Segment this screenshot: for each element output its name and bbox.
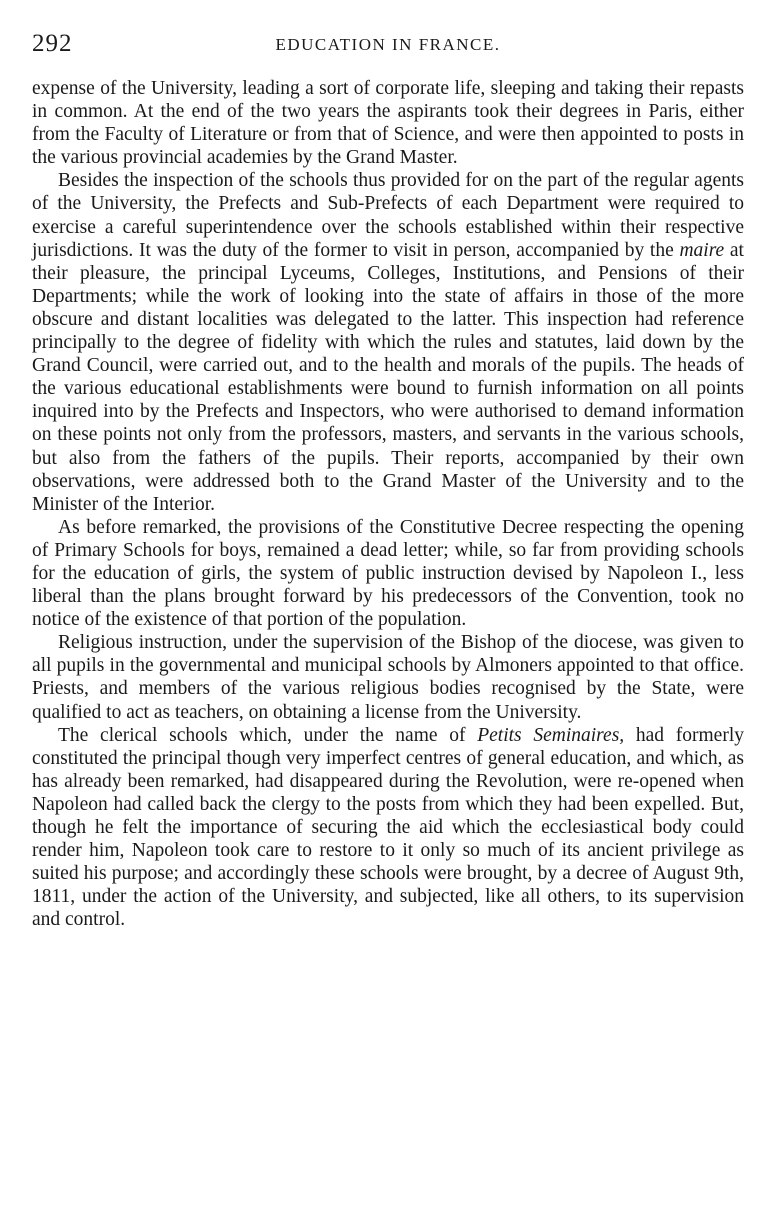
page-number: 292: [32, 30, 73, 57]
paragraph: [32, 631, 744, 723]
paragraph-text: at their pleasure, the principal Lyceums, Colleges, Institutions, and Pensions of their Departments; while the work of looking into the state of affairs in those of the more obscure and distant localities was delegated to the latter. This inspection had reference principally to the degree of fidelity with which the rules and statutes, laid down by the Grand Council, were carried out, and to the health and morals of the pupils. The heads of the various educational establishments were bound to furnish information on all points inquired into by the Prefects and Inspectors, who were authorised to demand information on these points not only from the professors, masters, and servants in the various schools, but also from the fathers of the pupils. Their reports, accompanied by their own observations, were addressed both to the Grand Master of the University and to the Minister of the Interior.: [32, 239, 744, 515]
italic-text: maire: [679, 239, 725, 261]
paragraph-text: Religious instruction, under the supervision of the Bishop of the diocese, was given to all pupils in the governmental and municipal schools by Almoners appointed to that office. Priests, and members of the various religious bodies recognised by the State, were qualified to act as teachers, on obtaining a license from the University.: [32, 632, 744, 723]
running-title: EDUCATION IN FRANCE.: [275, 35, 501, 54]
paragraph-text: Besides the inspection of the schools thus provided for on the part of the regular agents of the University, the Prefects and Sub-Prefects of each Department were required to exercise a careful superintendence over the schools established within their respective jurisdictions. It was the duty of the former to visit in person, accompanied by the: [32, 170, 744, 261]
body-text: [32, 77, 744, 931]
italic-text: Petits Seminaires,: [477, 724, 625, 746]
paragraph-text: had formerly constituted the principal though very imperfect centres of general education, and which, as has already been remarked, had disappeared during the Revolution, were re-opened when Napoleon had called back the clergy to the posts from which they had been expelled. But, though he felt the importance of securing the aid which the ecclesiastical body could render him, Napoleon took care to restore to it only so much of its ancient privilege as suited his purpose; and accordingly these schools were brought, by a decree of August 9th, 1811, under the action of the University, and subjected, like all others, to its supervision and control.: [32, 724, 745, 931]
paragraph-text: expense of the University, leading a sort of corporate life, sleeping and taking their repasts in common. At the end of the two years the aspirants took their degrees in Paris, either from the Faculty of Literature or from that of Science, and were then appointed to posts in the various provincial academies by the Grand Master.: [32, 78, 744, 169]
paragraph-text: As before remarked, the provisions of the Constitutive Decree respecting the opening of Primary Schools for boys, remained a dead letter; while, so far from providing schools for the education of girls, the system of public instruction devised by Napoleon I., less liberal than the plans brought forward by his predecessors of the Convention, took no notice of the existence of that portion of the population.: [32, 516, 744, 631]
paragraph: [32, 724, 744, 932]
page-header: [32, 30, 744, 64]
paragraph: [32, 77, 744, 169]
paragraph-text: The clerical schools which, under the name of: [58, 724, 478, 746]
paragraph: [32, 516, 744, 631]
paragraph: [32, 169, 744, 515]
